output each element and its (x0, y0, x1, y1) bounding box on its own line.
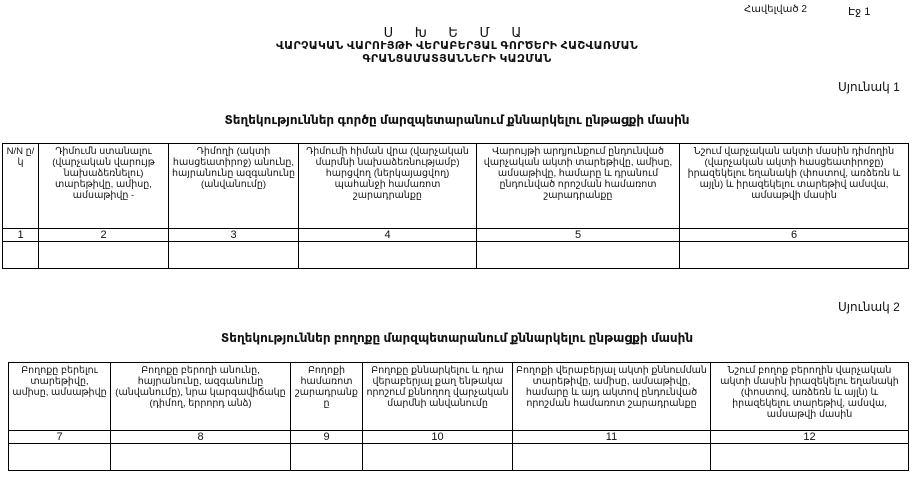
header-cell: Բողոքը բերողի անունը, հայրանունը, ազգանունը (անվանումը), նրա կարգավիճակը (դիմող, երրորդ անձ) (111, 363, 291, 431)
header-cell: Վարույթի արդյունքում ընդունված վարչական ակտի տարեթիվը, ամիսը, ամսաթիվը, համարը և դրանում ընդունված որոշման համառոտ շարադրանքը (477, 144, 680, 229)
column-number: 1 (3, 229, 39, 242)
header-cell: Նշում բողոք բերողին վարչական ակտի մասին իրազեկելու եղանակի (փոստով, առձեռն և այլն) և իրազեկելու տարեթիվ, ամսվա, ամսաթվի մասին (711, 363, 909, 431)
column-number: 7 (9, 431, 111, 444)
empty-cell[interactable] (477, 242, 680, 269)
column-number: 6 (680, 229, 909, 242)
page-number: Էջ 1 (848, 6, 871, 18)
header-cell: Բողոքի վերաբերյալ ակտի քննումման տարեթիվը, ամիսը, ամսաթիվը, համարը և այդ ակտով ընդունված որոշման համառոտ շարադրանքը (513, 363, 711, 431)
section-1-heading: Տեղեկություններ գործը մարզպետարանում քննարկելու ընթացքի մասին (224, 113, 690, 127)
empty-cell[interactable] (299, 242, 477, 269)
column-number: 5 (477, 229, 680, 242)
document-title-block (0, 26, 914, 66)
column-number: 12 (711, 431, 909, 444)
column-label-2: Սյունակ 2 (838, 300, 900, 314)
empty-cell[interactable] (111, 444, 291, 471)
header-cell: Դիմումն ստանալու (վարչական վարույթ նախաձեռնելու) տարեթիվը, ամիսը, ամսաթիվը - (39, 144, 169, 229)
column-label-1: Սյունակ 1 (838, 80, 900, 94)
title-scheme: Ս Խ Ե Մ Ա (383, 25, 531, 40)
table-2-header-row (9, 363, 909, 431)
header-cell: N/N ը/կ (3, 144, 39, 229)
column-number: 8 (111, 431, 291, 444)
empty-cell[interactable] (291, 444, 363, 471)
annex-label: Հավելված 2 (744, 4, 807, 15)
header-cell: Դիմումի հիման վրա (վարչական մարմնի նախաձեռնությամբ) հարցվող (ներկայացվող) պահանջի համառոտ շարադրանքը (299, 144, 477, 229)
empty-cell[interactable] (169, 242, 299, 269)
header-cell: Բողոքը քննարկելու և դրա վերաբերյալ քաղ ենթակա որոշում քննողող վարչական մարմնի անվանումը (363, 363, 513, 431)
empty-cell[interactable] (513, 444, 711, 471)
title-line-3: ԳՐԱՆՑԱՄԱՏՅԱՆՆԵՐԻ ԿԱԶՄԱՆ (362, 53, 552, 65)
empty-cell[interactable] (711, 444, 909, 471)
table-2-number-row (9, 431, 909, 444)
column-number: 3 (169, 229, 299, 242)
empty-cell[interactable] (3, 242, 39, 269)
header-cell: Բողոքի համառոտ շարադրանքը (291, 363, 363, 431)
empty-cell[interactable] (9, 444, 111, 471)
empty-cell[interactable] (39, 242, 169, 269)
column-number: 11 (513, 431, 711, 444)
header-cell: Դիմողի (ակտի հասցեատիրոջ) անունը, հայրանունը ազգանունը (անվանումը) (169, 144, 299, 229)
column-number: 10 (363, 431, 513, 444)
registry-table-1 (2, 143, 909, 269)
empty-cell[interactable] (363, 444, 513, 471)
table-1-number-row (3, 229, 909, 242)
header-cell: Բողոքը բերելու տարեթիվը, ամիսը, ամսաթիվը (9, 363, 111, 431)
column-number: 9 (291, 431, 363, 444)
empty-cell[interactable] (680, 242, 909, 269)
registry-table-2 (8, 362, 909, 471)
section-2-heading: Տեղեկություններ բողոքը մարզպետարանում քննարկելու ընթացքի մասին (220, 331, 694, 345)
title-line-2: ՎԱՐՉԱԿԱՆ ՎԱՐՈՒՅԹԻ ՎԵՐԱԲԵՐՅԱԼ ԳՈՐԾԵՐԻ ՀԱՇՎԱՌՄԱՆ (275, 40, 639, 52)
header-cell: Նշում վարչական ակտի մասին դիմողին (վարչական ակտի հասցեատիրոջը) իրազեկելու եղանակի (փոստով, առձեռն և այլն) և իրազեկելու տարեթիվ ամսվա, ամսաթվի մասին (680, 144, 909, 229)
column-number: 4 (299, 229, 477, 242)
column-number: 2 (39, 229, 169, 242)
table-1-empty-row (3, 242, 909, 269)
table-1-header-row (3, 144, 909, 229)
table-2-empty-row (9, 444, 909, 471)
